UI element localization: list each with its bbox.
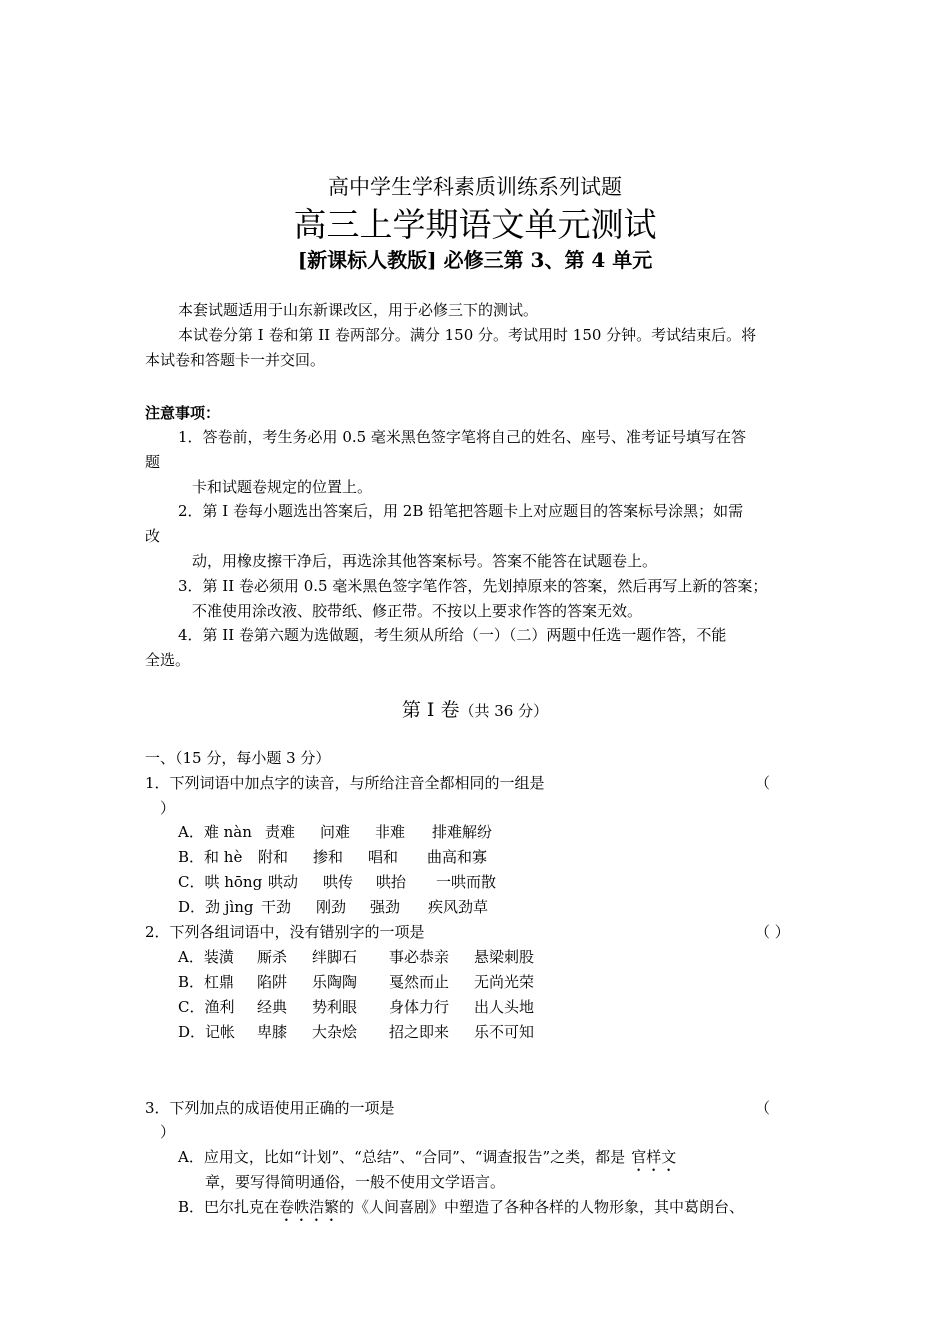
intro-paragraph-2-line-1: 本试卷分第 I 卷和第 II 卷两部分。满分 150 分。考试用时 150 分钟。考试结束后。将 <box>178 326 757 344</box>
q2-a-lead: A．装潢 <box>178 948 234 966</box>
q2-stem: 2．下列各组词语中，没有错别字的一项是 <box>145 923 425 941</box>
notice-item-2-cont: 动，用橡皮擦干净后，再选涂其他答案标号。答案不能答在试题卷上。 <box>192 552 658 570</box>
q1-option-a <box>178 822 492 842</box>
notice-item-3: 3．第 II 卷必须用 0.5 毫米黑色签字笔作答，先划掉原来的答案，然后再写上新的答案； <box>178 577 768 595</box>
q2-b-word-4: 无尚光荣 <box>474 973 535 991</box>
intro-paragraph-2-line-2: 本试卷和答题卡一并交回。 <box>145 351 326 369</box>
q2-b-lead: B．杠鼎 <box>178 973 235 991</box>
q2-d-lead: D．记帐 <box>178 1023 236 1041</box>
q2-option-d <box>178 1022 534 1042</box>
intro-paragraph-1: 本套试题适用于山东新课改区，用于必修三下的测试。 <box>178 301 539 319</box>
q1-d-word-1: 干劲 <box>261 898 292 916</box>
q3-option-b <box>178 1197 744 1225</box>
q1-c-lead: C．哄 hōng <box>178 873 263 891</box>
q3-option-a <box>178 1147 676 1175</box>
q3-stem: 3．下列加点的成语使用正确的一项是 <box>145 1099 395 1117</box>
q1-a-word-4: 排难解纷 <box>432 823 493 841</box>
q2-a-word-1: 厮杀 <box>257 948 288 966</box>
q1-b-word-1: 附和 <box>258 848 289 866</box>
q1-answer-paren-open: （ <box>755 774 771 792</box>
q2-c-word-2: 势利眼 <box>312 998 358 1016</box>
q1-a-word-3: 非难 <box>375 823 406 841</box>
q3-option-a-cont: 章，要写得简明通俗，一般不使用文学语言。 <box>205 1173 506 1191</box>
q1-d-lead: D．劲 jìng <box>178 898 254 916</box>
q2-d-word-4: 乐不可知 <box>474 1023 535 1041</box>
edition-subtitle: [新课标人教版] 必修三第 3、第 4 单元 <box>297 248 653 272</box>
main-title: 高三上学期语文单元测试 <box>293 205 657 244</box>
q2-option-c <box>178 997 534 1017</box>
q2-d-word-3: 招之即来 <box>389 1023 450 1041</box>
q2-option-a <box>178 947 534 967</box>
q1-option-d <box>178 897 488 917</box>
q2-d-word-1: 卑膝 <box>257 1023 288 1041</box>
q1-d-word-4: 疾风劲草 <box>428 898 489 916</box>
q1-a-word-1: 责难 <box>265 823 296 841</box>
q2-b-word-1: 陷阱 <box>257 973 288 991</box>
q1-b-word-2: 掺和 <box>313 848 344 866</box>
q1-option-c <box>178 872 496 892</box>
q1-d-word-3: 强劲 <box>370 898 401 916</box>
q2-c-word-4: 出人头地 <box>474 998 535 1016</box>
part-1-heading: 一、（15 分，每小题 3 分） <box>145 749 331 767</box>
q1-stem: 1．下列词语中加点字的读音，与所给注音全都相同的一组是 <box>145 774 545 792</box>
q2-d-word-2: 大杂烩 <box>312 1023 358 1041</box>
notice-item-1-cont: 卡和试题卷规定的位置上。 <box>192 478 373 496</box>
q1-c-word-2: 哄传 <box>323 873 354 891</box>
q2-a-word-3: 事必恭亲 <box>389 948 450 966</box>
notice-item-4-wrap: 全选。 <box>145 651 191 669</box>
q2-c-word-3: 身体力行 <box>389 998 450 1016</box>
q2-a-word-2: 绊脚石 <box>312 948 358 966</box>
q1-b-lead: B．和 hè <box>178 848 243 866</box>
q3-b-text-post: 的《人间喜剧》中塑造了各种各样的人物形象，其中葛朗台、 <box>339 1198 745 1216</box>
notice-item-1: 1．答卷前，考生务必用 0.5 毫米黑色签字笔将自己的姓名、座号、准考证号填写在答 <box>178 428 746 446</box>
notice-heading: 注意事项： <box>145 404 221 422</box>
section-1-score: （共 36 分） <box>459 702 549 720</box>
q2-b-word-2: 乐陶陶 <box>312 973 358 991</box>
series-title: 高中学生学科素质训练系列试题 <box>328 175 622 199</box>
q3-a-text: A．应用文，比如“计划”、“总结”、“合同”、“调查报告”之类，都是 <box>178 1148 626 1166</box>
q2-c-lead: C．渔利 <box>178 998 235 1016</box>
q2-c-word-1: 经典 <box>257 998 288 1016</box>
q1-a-lead: A．难 nàn <box>178 823 252 841</box>
notice-item-1-wrap: 题 <box>145 453 161 471</box>
q3-b-text-pre: B．巴尔扎克在 <box>178 1198 280 1216</box>
q2-option-b <box>178 972 534 992</box>
q1-answer-paren-close: ） <box>160 799 176 817</box>
q1-d-word-2: 刚劲 <box>316 898 347 916</box>
q3-a-idiom: 官样文 <box>631 1148 677 1166</box>
q1-c-word-1: 哄动 <box>268 873 299 891</box>
q2-b-word-3: 戛然而止 <box>389 973 450 991</box>
q2-answer-paren: （ ） <box>755 923 790 941</box>
q3-b-idiom: 卷帙浩繁 <box>279 1198 340 1216</box>
q1-c-word-4: 一哄而散 <box>436 873 497 891</box>
q1-a-word-2: 问难 <box>320 823 351 841</box>
q1-option-b <box>178 847 487 867</box>
q2-a-word-4: 悬梁刺股 <box>474 948 535 966</box>
section-1-label: 第 I 卷 <box>401 699 460 721</box>
q3-answer-paren-close: ） <box>160 1123 176 1141</box>
notice-item-4: 4．第 II 卷第六题为选做题，考生须从所给（一）（二）两题中任选一题作答，不能 <box>178 626 727 644</box>
q1-c-word-3: 哄抬 <box>376 873 407 891</box>
q1-b-word-3: 唱和 <box>368 848 399 866</box>
q3-answer-paren-open: （ <box>755 1099 771 1117</box>
section-1-title <box>0 698 950 723</box>
notice-item-3-cont: 不准使用涂改液、胶带纸、修正带。不按以上要求作答的答案无效。 <box>192 602 643 620</box>
notice-item-2: 2．第 I 卷每小题选出答案后，用 2B 铅笔把答题卡上对应题目的答案标号涂黑；如需 <box>178 502 744 520</box>
q1-b-word-4: 曲高和寡 <box>427 848 488 866</box>
notice-item-2-wrap: 改 <box>145 527 161 545</box>
